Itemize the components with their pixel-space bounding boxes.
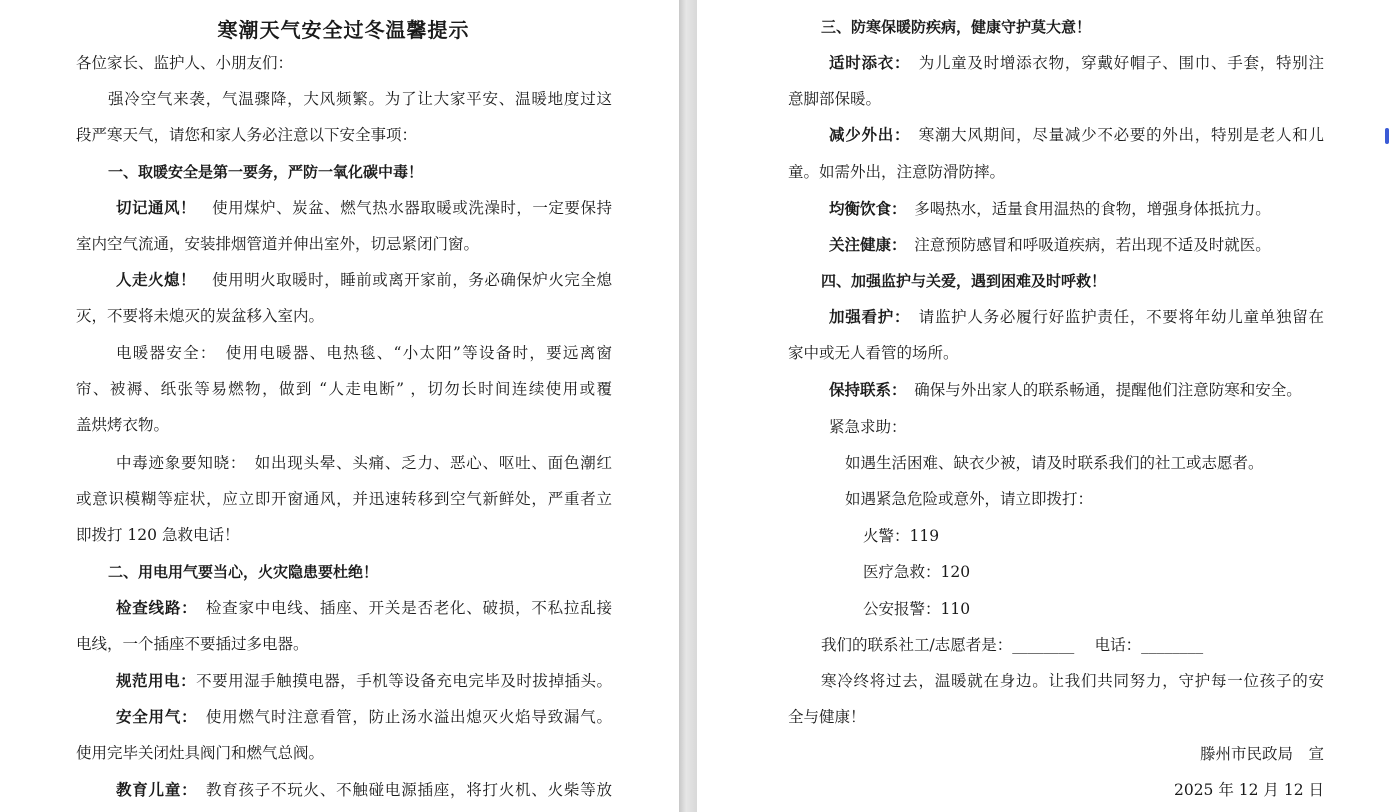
paragraph-heater-safety-end: 盖烘烤衣物。 (76, 416, 170, 434)
section-4-heading: 四、加强监护与关爱，遇到困难及时呼救！ (821, 272, 1107, 290)
item-label: 均衡饮食： (829, 200, 899, 218)
signature: 滕州市民政局 宣 (1199, 745, 1324, 763)
phone-police: 公安报警：110 (863, 600, 971, 618)
item-label: 保持联系： (829, 381, 899, 399)
item-label: 规范用电： (116, 672, 197, 690)
paragraph-balanced-diet: 均衡饮食： 多喝热水，适量食用温热的食物，增强身体抵抗力。 (829, 200, 1271, 218)
item-label: 减少外出： (829, 126, 903, 144)
item-label: 中毒迹象要知晓： (116, 454, 239, 472)
page-gutter (679, 0, 697, 812)
scroll-position-marker[interactable] (1385, 128, 1389, 144)
item-label: 适时添衣： (829, 54, 903, 72)
document-title: 寒潮天气安全过冬温馨提示 (217, 18, 470, 42)
phone-fire: 火警：119 (863, 527, 940, 545)
paragraph-keep-contact: 保持联系： 确保与外出家人的联系畅通，提醒他们注意防寒和安全。 (829, 381, 1302, 399)
item-label: 电暖器安全： (116, 344, 209, 362)
document-date: 2025 年 12 月 12 日 (1173, 781, 1324, 799)
item-label: 安全用气： (116, 708, 190, 726)
paragraph-heater-safety-cont: 帘、被褥、纸张等易燃物，做到 “人走电断” ，切勿长时间连续使用或覆 (76, 380, 612, 398)
paragraph-supervision: 加强看护： 请监护人务必履行好监护责任，不要将年幼儿童单独留在 (829, 308, 1324, 326)
item-label: 加强看护： (829, 308, 903, 326)
paragraph-check-wiring: 检查线路： 检查家中电线、插座、开关是否老化、破损，不私拉乱接 (116, 599, 612, 617)
help-line-1: 如遇生活困难、缺衣少被，请及时联系我们的社工或志愿者。 (845, 454, 1264, 472)
item-label: 人走火熄！ (116, 271, 197, 289)
section-1-heading: 一、取暖安全是第一要务，严防一氧化碳中毒！ (108, 163, 424, 181)
intro-line-2: 段严寒天气，请您和家人务必注意以下安全事项： (76, 126, 418, 144)
paragraph-fire-out: 人走火熄！ 使用明火取暖时，睡前或离开家前，务必确保炉火完全熄 (116, 271, 612, 289)
paragraph-add-clothes: 适时添衣： 为儿童及时增添衣物，穿戴好帽子、围巾、手套，特别注 (829, 54, 1324, 72)
paragraph-ventilation: 切记通风！ 使用煤炉、炭盆、燃气热水器取暖或洗澡时，一定要保持 (116, 199, 612, 217)
paragraph-heater-safety: 电暖器安全： 使用电暖器、电热毯、“小太阳”等设备时，要远离窗 (116, 344, 612, 362)
paragraph-check-wiring-cont: 电线，一个插座不要插过多电器。 (76, 635, 309, 653)
intro-line-1: 强冷空气来袭，气温骤降，大风频繁。为了让大家平安、温暖地度过这 (108, 90, 612, 108)
item-label: 教育儿童： (116, 781, 190, 799)
paragraph-fire-out-cont: 灭，不要将未熄灭的炭盆移入室内。 (76, 307, 325, 325)
paragraph-poisoning-signs: 中毒迹象要知晓： 如出现头晕、头痛、乏力、恶心、呕吐、面色潮红 (116, 454, 612, 472)
section-3-heading: 三、防寒保暖防疾病，健康守护莫大意！ (821, 18, 1092, 36)
paragraph-poisoning-signs-end: 即拨打 120 急救电话！ (76, 526, 240, 544)
item-label: 关注健康： (829, 236, 899, 254)
paragraph-poisoning-signs-cont: 或意识模糊等症状，应立即开窗通风，并迅速转移到空气新鲜处，严重者立 (76, 490, 612, 508)
section-2-heading: 二、用电用气要当心，火灾隐患要杜绝！ (108, 563, 379, 581)
item-label: 检查线路： (116, 599, 190, 617)
paragraph-gas-safety: 安全用气： 使用燃气时注意看管，防止汤水溢出熄灭火焰导致漏气。 (116, 708, 612, 726)
phone-medical: 医疗急救：120 (863, 563, 971, 581)
paragraph-reduce-outings-cont: 童。如需外出，注意防滑防摔。 (788, 163, 1006, 181)
paragraph-health-watch: 关注健康： 注意预防感冒和呼吸道疾病，若出现不适及时就医。 (829, 236, 1271, 254)
help-line-2: 如遇紧急危险或意外，请立即拨打： (845, 490, 1094, 508)
paragraph-proper-electricity: 规范用电：不要用湿手触摸电器，手机等设备充电完毕及时拔掉插头。 (116, 672, 612, 690)
paragraph-add-clothes-cont: 意脚部保暖。 (788, 90, 882, 108)
closing-line-2: 全与健康！ (788, 708, 866, 726)
contact-line: 我们的联系社工/志愿者是：________ 电话：________ (821, 636, 1204, 654)
paragraph-gas-safety-cont: 使用完毕关闭灶具阀门和燃气总阀。 (76, 744, 325, 762)
paragraph-reduce-outings: 减少外出： 寒潮大风期间，尽量减少不必要的外出，特别是老人和儿 (829, 126, 1324, 144)
paragraph-educate-children: 教育儿童： 教育孩子不玩火、不触碰电源插座，将打火机、火柴等放 (116, 781, 612, 799)
document-page-right (697, 0, 1389, 812)
paragraph-ventilation-cont: 室内空气流通，安装排烟管道并伸出室外，切忌紧闭门窗。 (76, 235, 480, 253)
paragraph-supervision-cont: 家中或无人看管的场所。 (788, 344, 959, 362)
emergency-label: 紧急求助： (829, 418, 907, 436)
greeting: 各位家长、监护人、小朋友们： (76, 54, 294, 72)
closing-line-1: 寒冷终将过去，温暖就在身边。让我们共同努力，守护每一位孩子的安 (821, 672, 1324, 690)
item-label: 切记通风！ (116, 199, 197, 217)
document-page-left (0, 0, 679, 812)
